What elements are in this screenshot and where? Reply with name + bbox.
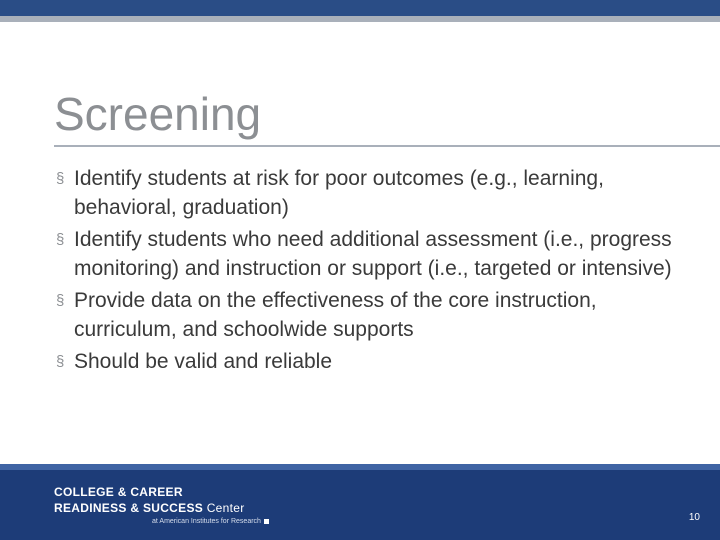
ccrs-center-logo <box>54 484 261 525</box>
slide-title: Screening <box>54 88 262 140</box>
footer-stripe <box>0 464 720 470</box>
title-divider <box>54 145 720 147</box>
logo-line-3-text: at American Institutes for Research <box>152 518 261 525</box>
bullet-item <box>54 347 704 376</box>
bullet-list <box>54 164 704 379</box>
logo-line-3 <box>152 518 269 525</box>
bullet-marker-icon: § <box>56 170 65 187</box>
logo-line-1: COLLEGE & CAREER <box>54 485 183 499</box>
bullet-item <box>54 225 704 283</box>
bullet-text: Identify students who need additional assessment (i.e., progress monitoring) and instruction or support (i.e., targeted or intensive) <box>74 228 672 280</box>
bullet-text: Provide data on the effectiveness of the core instruction, curriculum, and schoolwide supports <box>74 289 597 341</box>
bullet-text: Identify students at risk for poor outcomes (e.g., learning, behavioral, graduation) <box>74 167 604 219</box>
bullet-text: Should be valid and reliable <box>74 350 333 373</box>
top-bar <box>0 0 720 16</box>
logo-line-2-suffix: Center <box>206 501 245 515</box>
bullet-marker-icon: § <box>56 292 65 309</box>
page-number: 10 <box>688 512 700 523</box>
bullet-item <box>54 164 704 222</box>
logo-line-2 <box>54 500 245 516</box>
logo-line-2-main: READINESS & SUCCESS <box>54 501 204 515</box>
top-bar-accent <box>0 16 720 22</box>
bullet-marker-icon: § <box>56 353 65 370</box>
bullet-item <box>54 286 704 344</box>
bullet-marker-icon: § <box>56 231 65 248</box>
logo-square-icon <box>264 519 269 524</box>
